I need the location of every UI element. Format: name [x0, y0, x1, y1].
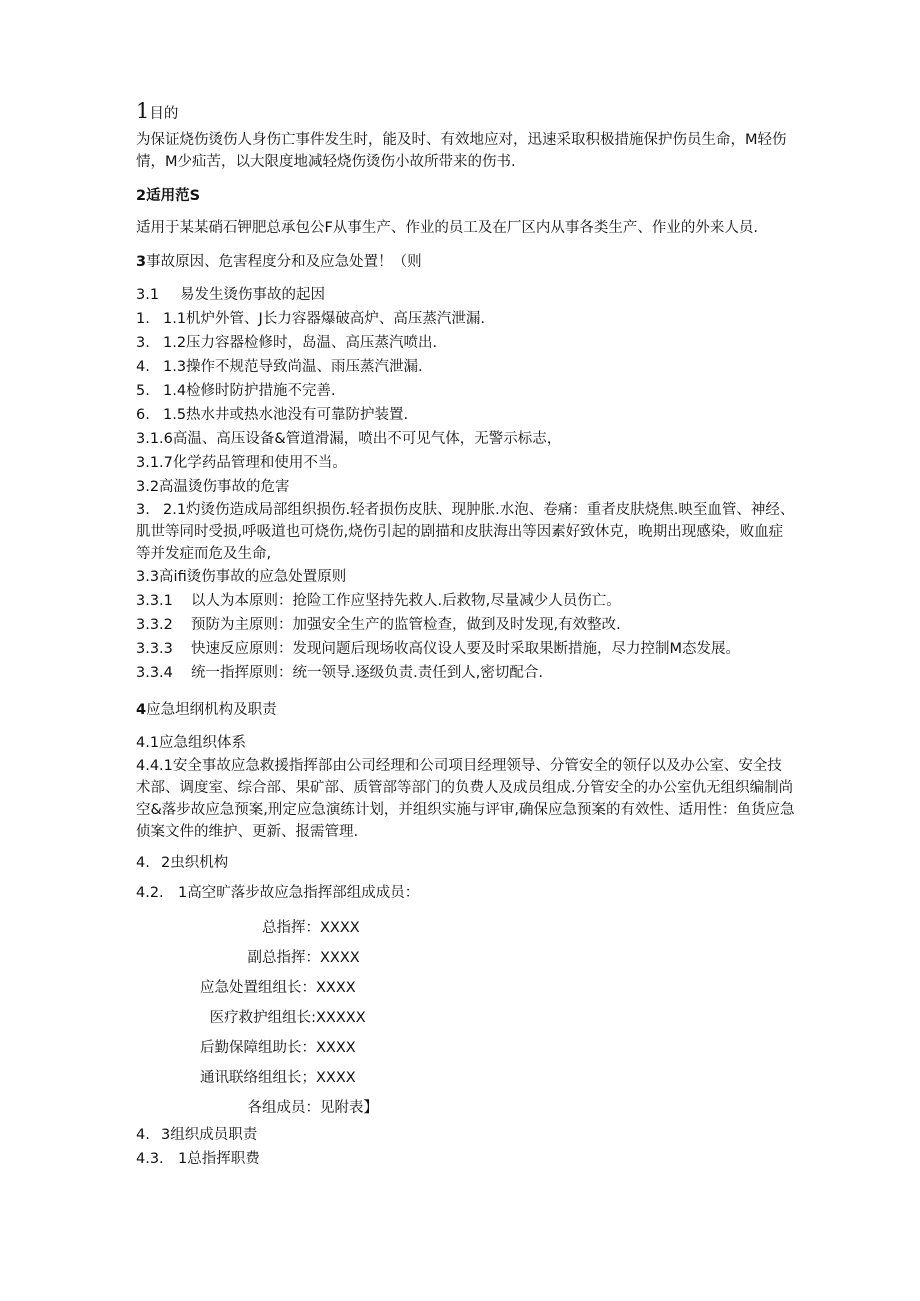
principle-item [136, 613, 796, 637]
cause-item-text: 1.3操作不规范导致尚温、雨压蒸汽泄漏. [163, 359, 423, 375]
roster-role: 医疗救护组组长: [209, 1010, 316, 1026]
document-page [136, 100, 796, 1171]
cause-item [136, 403, 796, 427]
subsection-3-3: 3.3高ifi烫伤事故的应急处置原则 [136, 569, 347, 585]
roster-row [136, 913, 796, 943]
roster-name: 见附表】 [320, 1100, 378, 1116]
subsection-4-2-1 [136, 881, 796, 905]
roster-row [136, 973, 796, 1003]
section-4-number: 4 [136, 702, 147, 718]
subsection-4-3-1-title: 1总指挥职费 [178, 1151, 260, 1167]
principle-item-number: 3.3.4 [136, 665, 173, 681]
section-2-number: 2 [136, 188, 147, 204]
section-4-heading [136, 699, 796, 721]
principle-item-number: 3.3.1 [136, 593, 173, 609]
subsection-4-1: 4.1应急组织体系 [136, 735, 247, 751]
section-2-title: 适用范S [146, 188, 201, 204]
section-4-title: 应急坦纲机构及职责 [146, 702, 277, 718]
roster-role: 后勤保障组助长： [200, 1040, 316, 1056]
subsection-4-3-1 [136, 1147, 796, 1171]
roster-name: XXXX [320, 920, 360, 936]
cause-item-number: 3. [136, 335, 150, 351]
cause-item-number: 5. [136, 383, 150, 399]
subsection-4-2-title: 2虫织机构 [161, 855, 229, 871]
principle-item-number: 3.3.2 [136, 617, 173, 633]
roster-name: XXXX [316, 1040, 356, 1056]
cause-item-3-1-7: 3.1.7化学药品管理和使用不当。 [136, 455, 347, 471]
hazard-3-2-1-number: 3. [136, 502, 150, 518]
roster-role: 总指挥： [262, 920, 320, 936]
principle-item [136, 589, 796, 613]
roster-name: XXXX [320, 950, 360, 966]
cause-item [136, 331, 796, 355]
subsection-3-1-title: 易发生烫伤事故的起因 [180, 287, 325, 303]
principle-item-number: 3.3.3 [136, 641, 173, 657]
subsection-3-1 [136, 283, 796, 307]
section-2-heading [136, 185, 796, 207]
cause-item-text: 1.1机炉外管、J长力容器爆破高炉、高压蒸汽泄漏. [163, 311, 485, 327]
section-1-body: 为保证烧伤烫伤人身伤亡事件发生时，能及时、有效地应对，迅速采取积极措施保护伤员生命，M轻伤情，M少疝苦，以大限度地减轻烧伤烫伤小故所带来的伤书. [136, 132, 787, 170]
cause-item-text: 1.5热水井或热水池没有可靠防护装置. [163, 407, 409, 423]
roster-row [136, 943, 796, 973]
cause-item-number: 6. [136, 407, 150, 423]
subsection-4-3 [136, 1123, 796, 1147]
roster-row [136, 1063, 796, 1093]
principle-item [136, 637, 796, 661]
section-1-title: 目的 [149, 106, 179, 122]
subsection-4-2 [136, 851, 796, 875]
subsection-4-3-number: 4. [136, 1127, 150, 1143]
principle-item [136, 661, 796, 685]
section-1-number: 1 [136, 99, 150, 123]
section-2-body: 适用于某某硝石钾肥总承包公F从事生产、作业的员工及在厂区内从事各类生产、作业的外来人员. [136, 220, 758, 236]
roster-row [136, 1093, 796, 1123]
roster-role: 通讯联络组组长； [200, 1070, 316, 1086]
roster-name: XXXXX [316, 1010, 366, 1026]
cause-item-text: 1.2压力容器检修时，岛温、高压蒸汽喷出. [163, 335, 438, 351]
roster-role: 副总指挥： [247, 950, 320, 966]
subsection-4-2-1-number: 4.2. [136, 885, 164, 901]
cause-item [136, 355, 796, 379]
cause-item-text: 1.4检修时防护措施不完善. [163, 383, 336, 399]
subsection-4-3-title: 3组织成员职责 [161, 1127, 258, 1143]
cause-item-number: 4. [136, 359, 150, 375]
command-roster [136, 913, 796, 1123]
principle-item-text: 预防为主原则：加强安全生产的监管检查，做到及时发现,有效整改. [191, 617, 621, 633]
principle-item-text: 统一指挥原则：统一领导.逐级负责.责任到人,密切配合. [191, 665, 543, 681]
hazard-3-2-1-text: 2.1灼烫伤造成局部组织损伤.轻者损伤皮肤、现肿胀.水泡、卷痛：重者皮肤烧焦.映至血管、神经、肌世等同时受损,呼吸道也可烧伤,烧伤引起的剧描和皮肤海出等因素好致休克，晚期出现感染，败血症等并发症而危及生命, [136, 502, 795, 562]
section-3-number: 3 [136, 254, 147, 270]
paragraph-4-4-1: 4.4.1安全事故应急救援指挥部由公司经理和公司项目经理领导、分管安全的领仔以及办公室、安全技术部、调度室、综合部、果矿部、质管部等部门的负费人及成员组成.分管安全的办公室仇无组织编制尚空&落步故应急预案,刑定应急演练计划，并组织实施与评审,确保应急预案的有效性、适用性：鱼货应急侦案文件的维护、更新、报需管理. [136, 758, 795, 840]
principle-item-text: 快速反应原则：发现问题后现场收高仪设人要及时采取果断措施，尽力控制M态发展。 [191, 641, 741, 657]
cause-item-3-1-6: 3.1.6高温、高压设备&管道滑漏，喷出不可见气体，无警示标志， [136, 431, 562, 447]
section-3-title: 事故原因、危害程度分和及应急处置！（则 [146, 254, 422, 270]
subsection-4-2-1-title: 1高空旷落步故应急指挥部组成成员： [178, 885, 420, 901]
cause-item-number: 1. [136, 311, 150, 327]
hazard-3-2-1 [136, 499, 796, 565]
roster-row [136, 1033, 796, 1063]
subsection-4-2-number: 4. [136, 855, 150, 871]
roster-name: XXXX [316, 1070, 356, 1086]
roster-role: 应急处置组组长： [200, 980, 316, 996]
subsection-4-3-1-number: 4.3. [136, 1151, 164, 1167]
section-1-heading [136, 100, 796, 125]
roster-row [136, 1003, 796, 1033]
subsection-3-2: 3.2高温烫伤事故的危害 [136, 479, 290, 495]
roster-name: XXXX [316, 980, 356, 996]
subsection-3-1-number: 3.1 [136, 287, 160, 303]
cause-item [136, 307, 796, 331]
principle-item-text: 以人为本原则：抢险工作应坚持先救人.后救物,尽量减少人员伤亡。 [191, 593, 621, 609]
roster-role: 各组成员： [247, 1100, 320, 1116]
cause-item [136, 379, 796, 403]
section-3-heading [136, 251, 796, 273]
